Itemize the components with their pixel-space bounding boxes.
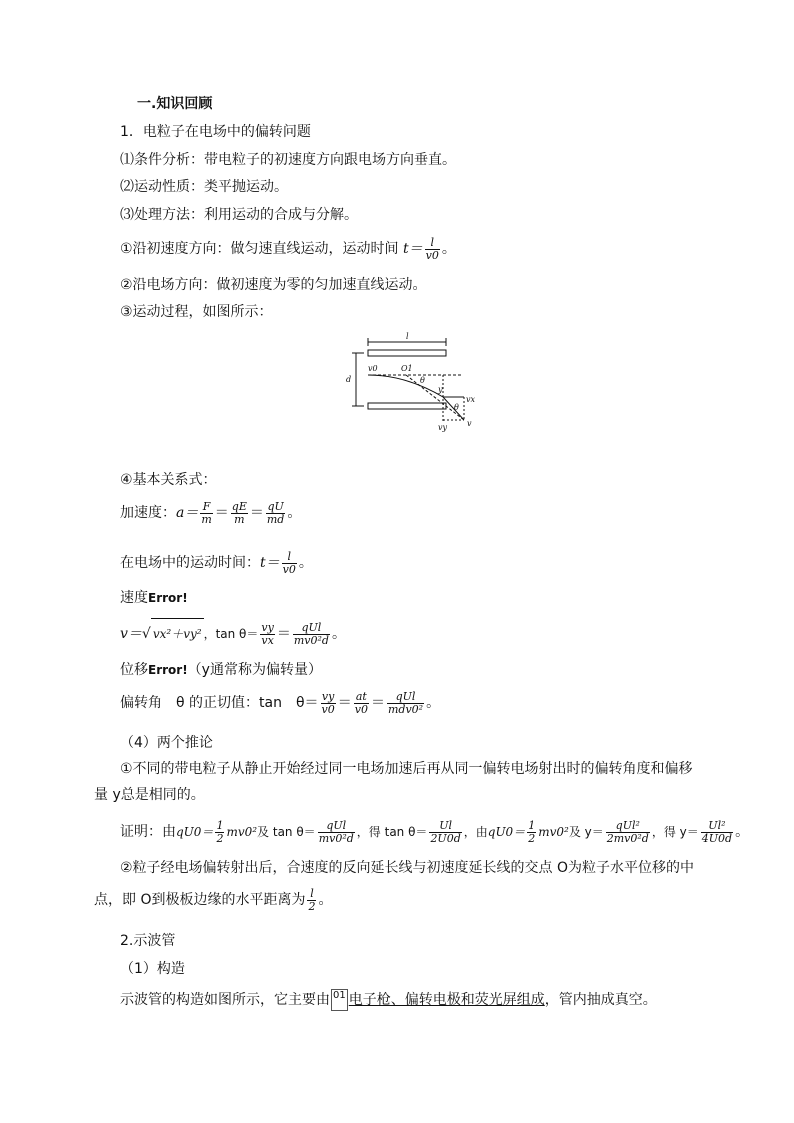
label-vy: vy [438,423,448,432]
tan-text: ，tan θ＝ [203,627,259,641]
and-tan: 及 tan θ＝ [257,825,316,839]
mv0sq: mv0² [538,825,569,839]
t-eq: t＝ [260,555,280,571]
frac-F-m [200,501,212,526]
along-v0-text: ①沿初速度方向：做匀速直线运动，运动时间 [120,241,399,257]
error-text: Error! [148,663,188,677]
section2-title: 2.示波管 [120,933,176,949]
eq: ＝ [337,695,352,711]
den: mdv0² [387,702,424,716]
construction-line [120,988,657,1012]
num: qUl [318,820,355,833]
den: m [234,512,245,526]
frac-Ul-2U0d [429,820,461,845]
section2-sub1: （1）构造 [120,961,185,977]
inf2-text: 点，即 O到极板边缘的水平距离为 [94,892,306,908]
period: 。 [735,824,750,840]
den: 2 [216,831,224,845]
period: 。 [298,555,313,571]
frac-at-v0 [354,691,369,716]
den: v0 [282,562,296,576]
qU0-eq: qU0＝ [487,825,526,839]
proof-line [120,817,749,847]
by: ，由 [463,825,488,839]
period: 。 [441,241,456,257]
mv0sq: mv0² [226,825,258,839]
speed-line [120,588,188,608]
frac-vy-v0 [321,691,336,716]
label-l: l [406,332,409,341]
nature-line: ⑵运动性质：类平抛运动。 [120,179,288,195]
item1-title: 1．电粒子在电场中的偏转问题 [120,124,311,140]
underlined-answer: 电子枪、偏转电极和荧光屏组成 [348,992,545,1008]
label-O1: O1 [401,364,413,373]
t-eq: t＝ [403,241,423,257]
label-d: d [346,375,352,384]
and-y: 及 y＝ [568,825,604,839]
period: 。 [287,505,302,521]
num: l [282,551,297,564]
fraction-l-v0 [425,237,440,262]
num: qUl [293,622,330,635]
frac-l-2 [307,888,316,913]
frac-half [527,820,536,845]
period: 。 [426,695,441,711]
eq: ＝ [276,626,291,642]
displacement-line [120,660,322,680]
frac-qE-m [231,501,248,526]
den: 2 [528,831,536,845]
proof-label: 证明：由 [120,824,176,840]
speed-label: 速度 [120,590,148,606]
frac-half [215,820,224,845]
get-y: ，得 y＝ [651,825,699,839]
condition-line: ⑴条件分析：带电粒子的初速度方向跟电场方向垂直。 [120,152,456,168]
label-v0: v0 [368,364,378,373]
label-theta2: θ [454,403,459,412]
num: 1 [216,818,224,832]
inference1-line2: 量 y总是相同的。 [94,787,205,803]
eq: ＝ [249,505,264,521]
den: mv0²d [293,633,329,647]
accel-line [120,498,301,528]
den: m [201,512,212,526]
inference2-line2 [94,885,332,915]
inference-title: （4）两个推论 [120,735,213,751]
angle-label: 偏转角 θ 的正切值：tan θ＝ [120,695,319,711]
upper-plate [368,350,446,356]
period: 。 [331,626,346,642]
den: md [266,512,285,526]
period: 。 [318,892,333,908]
accel-label: 加速度： [120,505,176,521]
frac-vy-vx [260,622,274,647]
num: qU [267,499,284,513]
disp-note: （y通常称为偏转量） [187,662,322,678]
den: 4U0d [701,831,733,845]
error-text: Error! [148,591,188,605]
inference1-line1: ①不同的带电粒子从静止开始经过同一电场加速后再从同一偏转电场射出时的偏转角度和偏移 [120,761,693,777]
label-theta: θ [420,376,425,385]
along-e-line: ②沿电场方向：做初速度为零的匀加速直线运动。 [120,277,427,293]
num: F [200,501,212,514]
disp-label: 位移 [120,662,148,678]
frac-l-v0 [282,551,297,576]
num: at [354,691,369,704]
den: vx [261,633,274,647]
num: vy [261,620,274,634]
section-heading: 一.知识回顾 [137,96,213,112]
time-line [120,548,313,578]
label-vx: vx [466,395,476,404]
a-eq: a＝ [176,505,199,521]
den: v0 [321,702,335,716]
eq: ＝ [370,695,385,711]
den: v0 [354,702,368,716]
frac-num: l [425,237,440,250]
den: mv0²d [318,831,354,845]
den: 2U0d [430,831,461,845]
frac-qUl2-2mv0d [606,820,650,845]
num: Ul [429,820,461,833]
sqrt-content: vx²＋vy² [151,618,204,649]
label-y: y [438,385,443,394]
num: qUl² [606,820,650,833]
frac-qUl-mv0d [293,622,330,647]
inference2-line1: ②粒子经电场偏转射出后，合速度的反向延长线与初速度延长线的交点 O为粒子水平位移的中 [120,860,695,876]
frac-den: v0 [425,248,439,262]
num: Ul² [701,820,733,833]
lower-plate [368,403,446,409]
num: qE [231,499,247,513]
v-eq: v＝ [120,626,142,642]
sqrt-sign: √ [141,626,151,642]
den: 2mv0²d [606,831,649,845]
frac-Ul2-4U0d [701,820,733,845]
frac-qUl-mdv0 [387,691,424,716]
den: 2 [308,899,316,913]
blank-marker: 01 [331,989,348,1011]
qU0-eq: qU0＝ [176,825,214,839]
along-v0-line [120,234,456,264]
text-before: 示波管的构造如图所示，它主要由 [120,992,330,1008]
text-after: ，管内抽成真空。 [544,992,657,1008]
basic-relations: ④基本关系式： [120,472,217,488]
process-line: ③运动过程，如图所示： [120,304,273,320]
label-v: v [467,419,472,428]
velocity-line [120,618,346,649]
num: vy [321,689,335,703]
num: 1 [528,818,536,832]
num: l [307,888,316,901]
method-line: ⑶处理方法：利用运动的合成与分解。 [120,207,358,223]
frac-qUl-mv0d [318,820,355,845]
get-tan: ，得 tan θ＝ [356,825,428,839]
eq: ＝ [214,505,229,521]
num: qUl [387,691,424,704]
trajectory [368,375,443,397]
time-label: 在电场中的运动时间： [120,555,260,571]
angle-line [120,688,440,718]
deflection-figure [346,330,481,435]
frac-qU-md [266,501,285,526]
